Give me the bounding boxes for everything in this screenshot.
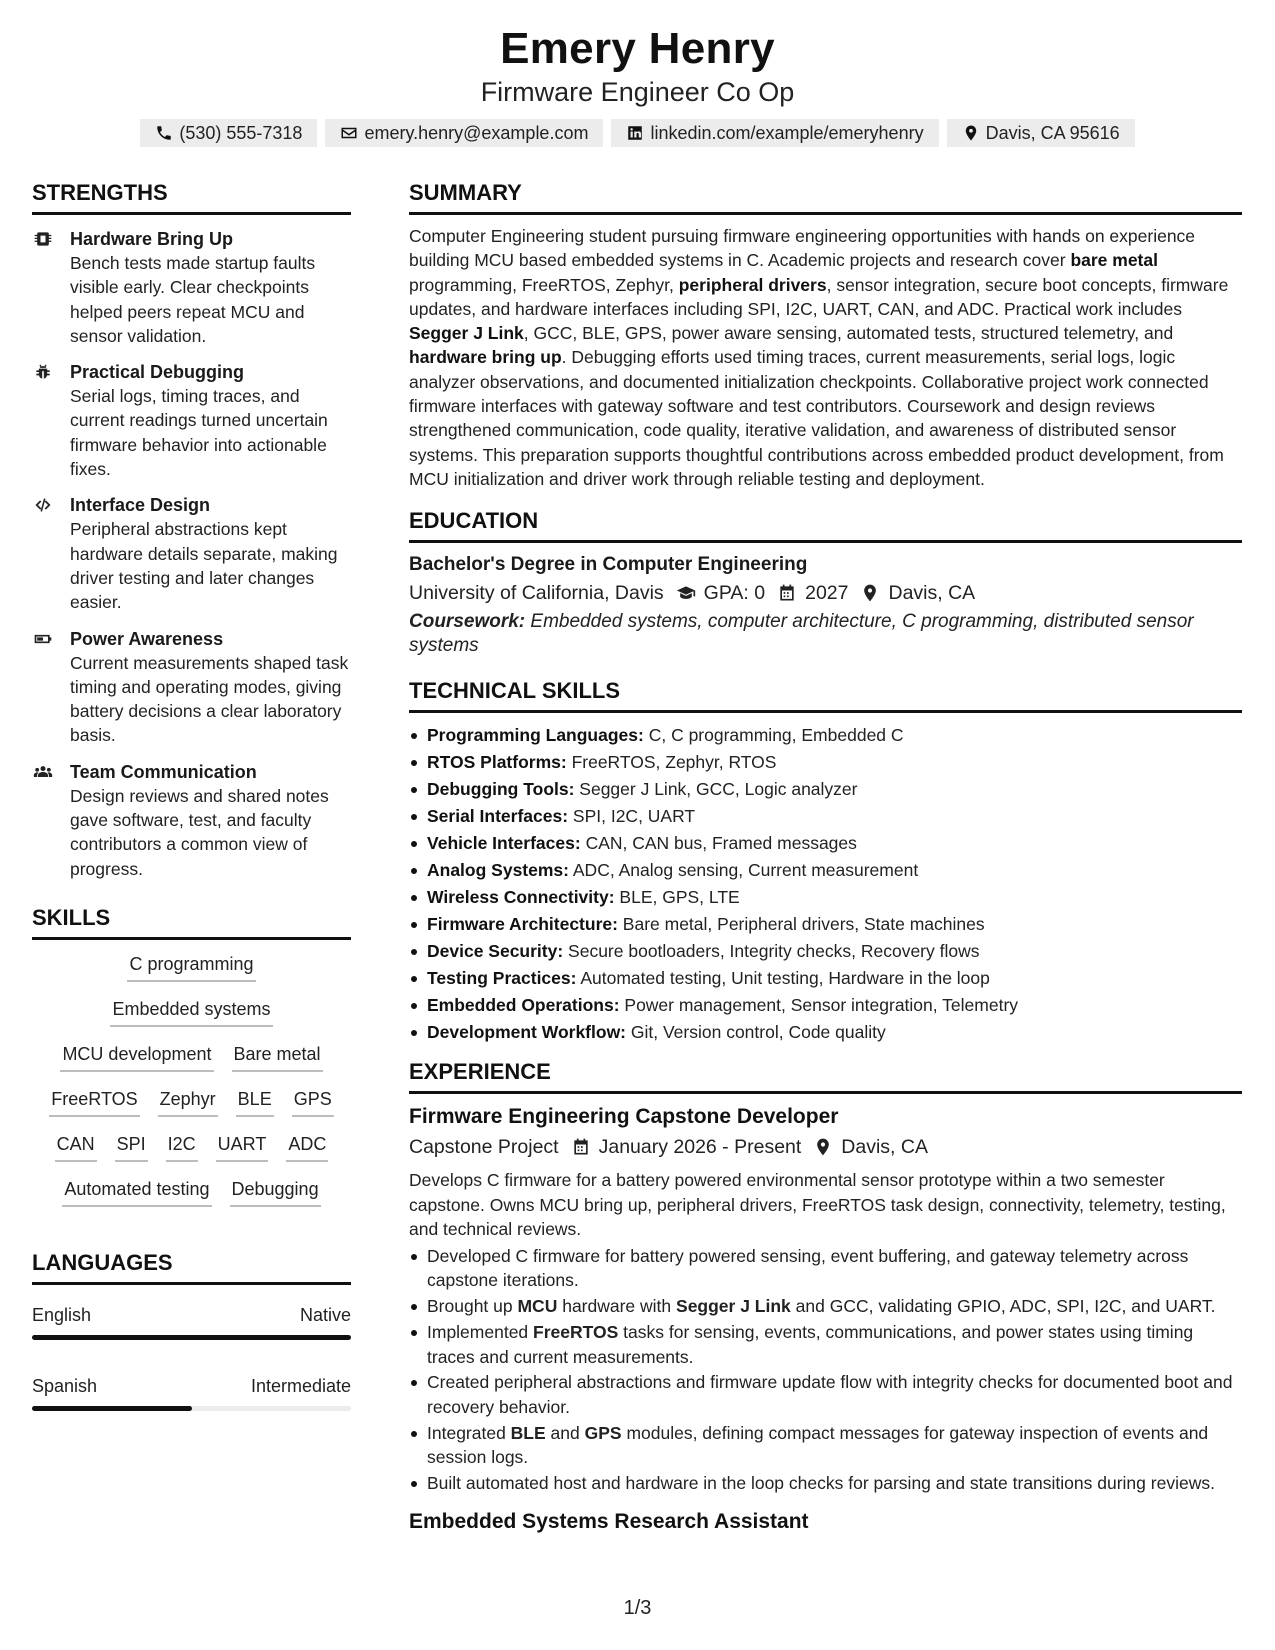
contact-phone[interactable] <box>140 119 317 147</box>
left-column <box>32 178 351 1411</box>
strength-title: Team Communication <box>70 761 257 782</box>
technical-skill-item: Device Security: Secure bootloaders, Integrity checks, Recovery flows <box>409 938 1242 965</box>
school-name: University of California, Davis <box>409 582 664 605</box>
code-icon <box>32 495 54 515</box>
skill-tag: UART <box>216 1130 269 1162</box>
strength-desc: Bench tests made startup faults visible early. Clear checkpoints helped peers repeat MCU and sensor validation. <box>70 253 316 346</box>
calendar-icon <box>571 1137 591 1157</box>
contact-email[interactable] <box>325 119 603 147</box>
strength-desc: Current measurements shaped task timing and operating modes, giving battery decisions a clear laboratory basis. <box>70 652 349 746</box>
language-level: Native <box>299 1304 351 1325</box>
section-divider <box>32 212 351 215</box>
page-indicator: 1/3 <box>623 1597 652 1619</box>
skill-tag: I2C <box>166 1130 198 1162</box>
skill-tag: ADC <box>286 1130 328 1162</box>
battery-icon <box>32 629 54 649</box>
skill-tag: Automated testing <box>62 1175 211 1207</box>
education-meta <box>409 578 1242 608</box>
graduation-cap-icon <box>676 583 696 603</box>
skills-cloud <box>32 940 351 1220</box>
envelope-icon <box>340 124 358 142</box>
contact-linkedin[interactable] <box>611 119 938 147</box>
experience-heading: EXPERIENCE <box>409 1059 551 1085</box>
calendar-icon <box>777 583 797 603</box>
technical-skill-item: Vehicle Interfaces: CAN, CAN bus, Framed messages <box>409 830 1242 857</box>
location-pin-icon <box>860 583 880 603</box>
location-pin-icon <box>813 1137 833 1157</box>
job-dates: January 2026 - Present <box>598 1136 802 1159</box>
users-icon <box>32 762 54 782</box>
strength-title: Practical Debugging <box>70 362 245 383</box>
summary-text: Computer Engineering student pursuing firmware engineering opportunities with hands on experience building MCU based embedded systems in C. Academic projects and research cover bare metal programming, FreeRTOS, Zephyr, peripheral drivers, sensor integration, secure boot concepts, firmware updates, and hardware interfaces including SPI, I2C, UART, CAN, and ADC. Practical work includes Segger J Link, GCC, BLE, GPS, power aware sensing, automated tests, structured telemetry, and hardware bring up. Debugging efforts used timing traces, current measurements, serial logs, logic analyzer observations, and documented initialization checkpoints. Collaborative project work connected firmware interfaces with gateway software and test contributors. Coursework and design reviews strengthened communication, code quality, iterative validation, and awareness of distributed sensor systems. This preparation supports thoughtful contributions across embedded product development, from MCU initialization and driver work through reliable testing and deployment. <box>409 226 1229 489</box>
job-bullet: Integrated BLE and GPS modules, defining compact messages for gateway inspection of events and session logs. <box>409 1421 1242 1470</box>
graduation-year: 2027 <box>805 582 849 605</box>
section-divider <box>409 540 1242 543</box>
skill-tag: FreeRTOS <box>49 1085 139 1117</box>
strengths-heading: STRENGTHS <box>32 180 168 205</box>
gpa: GPA: 0 <box>703 582 766 605</box>
technical-skill-item: Serial Interfaces: SPI, I2C, UART <box>409 803 1242 830</box>
language-name: English <box>32 1304 92 1325</box>
language-name: Spanish <box>32 1375 98 1396</box>
job-bullet: Built automated host and hardware in the loop checks for parsing and state transitions during reviews. <box>409 1471 1242 1495</box>
language-item <box>32 1374 351 1411</box>
strength-item <box>32 227 351 348</box>
contact-location <box>947 119 1135 147</box>
contact-linkedin-text: linkedin.com/example/emeryhenry <box>650 122 924 143</box>
summary-heading: SUMMARY <box>409 180 522 205</box>
job-bullets <box>409 1244 1242 1495</box>
strength-title: Interface Design <box>70 495 211 516</box>
technical-skill-item: Testing Practices: Automated testing, Unit testing, Hardware in the loop <box>409 965 1242 992</box>
skill-tag: GPS <box>292 1085 334 1117</box>
job-bullet: Brought up MCU hardware with Segger J Link and GCC, validating GPIO, ADC, SPI, I2C, and UART. <box>409 1294 1242 1318</box>
contact-location-text: Davis, CA 95616 <box>985 122 1120 143</box>
education-heading: EDUCATION <box>409 508 539 534</box>
skill-tag: MCU development <box>60 1040 213 1072</box>
section-divider <box>409 212 1242 215</box>
technical-skill-item: RTOS Platforms: FreeRTOS, Zephyr, RTOS <box>409 749 1242 776</box>
phone-icon <box>155 124 173 142</box>
section-divider <box>32 1282 351 1285</box>
language-bar-fill <box>32 1335 351 1340</box>
technical-skills-heading: TECHNICAL SKILLS <box>409 678 621 704</box>
contact-email-text: emery.henry@example.com <box>364 122 589 143</box>
technical-skill-item: Analog Systems: ADC, Analog sensing, Current measurement <box>409 857 1242 884</box>
technical-skill-item: Wireless Connectivity: BLE, GPS, LTE <box>409 884 1242 911</box>
job-org: Capstone Project <box>409 1136 559 1159</box>
language-bar <box>32 1406 351 1411</box>
candidate-name: Emery Henry <box>500 24 775 73</box>
skill-tag: Zephyr <box>158 1085 218 1117</box>
skill-tag: SPI <box>115 1130 148 1162</box>
skills-heading: SKILLS <box>32 904 111 930</box>
skill-tag: Bare metal <box>232 1040 323 1072</box>
technical-skill-item: Embedded Operations: Power management, Sensor integration, Telemetry <box>409 992 1242 1019</box>
strength-title: Hardware Bring Up <box>70 229 234 249</box>
coursework-label: Coursework: <box>409 611 526 633</box>
strength-desc: Serial logs, timing traces, and current readings turned uncertain firmware behavior into actionable fixes. <box>70 386 328 480</box>
right-column <box>409 178 1242 1537</box>
section-divider <box>409 710 1242 713</box>
technical-skill-item: Development Workflow: Git, Version control, Code quality <box>409 1019 1242 1046</box>
technical-skill-item: Firmware Architecture: Bare metal, Peripheral drivers, State machines <box>409 911 1242 938</box>
strength-item <box>32 760 351 881</box>
contact-phone-text: (530) 555-7318 <box>179 122 303 143</box>
bug-icon <box>32 362 54 382</box>
education-location: Davis, CA <box>888 582 976 605</box>
job-title: Embedded Systems Research Assistant <box>409 1510 809 1534</box>
job-description: Develops C firmware for a battery powered environmental sensor prototype within a two semester capstone. Owns MCU bring up, peripheral drivers, FreeRTOS task design, connectivity, telemetry, testing, and technical reviews. <box>409 1170 1226 1239</box>
job-bullet: Developed C firmware for battery powered sensing, event buffering, and gateway telemetry across capstone iterations. <box>409 1244 1242 1293</box>
languages-heading: LANGUAGES <box>32 1249 173 1275</box>
strength-item <box>32 493 351 614</box>
strength-item <box>32 360 351 481</box>
strength-item <box>32 627 351 748</box>
job-location: Davis, CA <box>841 1136 928 1159</box>
language-level: Intermediate <box>250 1375 351 1396</box>
linkedin-icon <box>626 124 644 142</box>
contact-bar <box>0 119 1275 147</box>
language-bar-fill <box>32 1406 192 1411</box>
job-meta <box>409 1132 1242 1162</box>
strength-desc: Design reviews and shared notes gave software, test, and faculty contributors a common view of progress. <box>70 785 329 879</box>
language-item <box>32 1303 351 1340</box>
strength-title: Power Awareness <box>70 628 224 649</box>
technical-skill-item: Programming Languages: C, C programming, Embedded C <box>409 722 1242 749</box>
language-bar <box>32 1335 351 1340</box>
skill-tag: C programming <box>127 950 255 982</box>
skill-tag: Debugging <box>230 1175 321 1207</box>
resume-header <box>0 22 1275 147</box>
job-bullet: Created peripheral abstractions and firmware update flow with integrity checks for documented boot and recovery behavior. <box>409 1370 1242 1419</box>
skill-tag: Embedded systems <box>110 995 272 1027</box>
location-pin-icon <box>962 124 980 142</box>
skill-tag: CAN <box>55 1130 97 1162</box>
skill-tag: BLE <box>236 1085 274 1117</box>
job-bullet: Implemented FreeRTOS tasks for sensing, events, communications, and power states using timing traces and current measurements. <box>409 1320 1242 1369</box>
coursework <box>409 610 1242 658</box>
technical-skill-item: Debugging Tools: Segger J Link, GCC, Logic analyzer <box>409 776 1242 803</box>
candidate-title: Firmware Engineer Co Op <box>480 77 795 107</box>
technical-skills-list <box>409 722 1242 1046</box>
coursework-text: Embedded systems, computer architecture, C programming, distributed sensor systems <box>409 611 1194 657</box>
strength-desc: Peripheral abstractions kept hardware details separate, making driver testing and later changes easier. <box>70 519 338 613</box>
degree-title: Bachelor's Degree in Computer Engineering <box>409 554 808 576</box>
section-divider <box>409 1091 1242 1094</box>
chip-icon <box>32 229 54 249</box>
job-title: Firmware Engineering Capstone Developer <box>409 1105 839 1129</box>
